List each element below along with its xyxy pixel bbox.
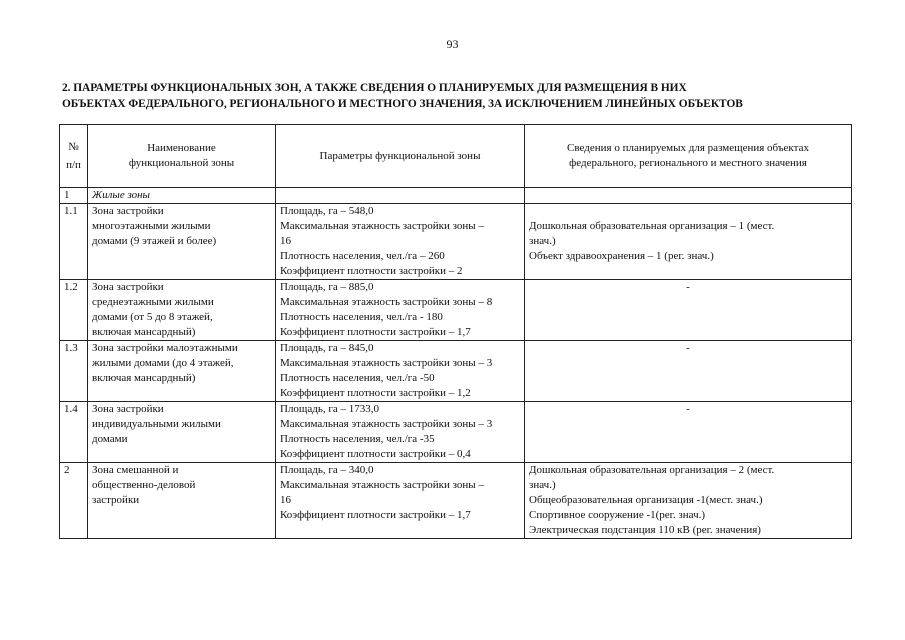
zone-name-line: Зона застройки (92, 205, 164, 217)
row-number: 1.3 (60, 341, 88, 402)
heading-line-1: 2. ПАРАМЕТРЫ ФУНКЦИОНАЛЬНЫХ ЗОН, А ТАКЖЕ СВЕДЕНИЯ О ПЛАНИРУЕМЫХ ДЛЯ РАЗМЕЩЕНИЯ В НИХ (62, 82, 687, 94)
object-line: Дошкольная образовательная организация – 1 (мест. (529, 220, 775, 232)
zone-params-cell (276, 402, 525, 463)
zone-name-line: включая мансардный) (92, 372, 196, 384)
zone-name-line: застройки (92, 494, 140, 506)
object-line: Дошкольная образовательная организация – 2 (мест. (529, 464, 775, 476)
zone-name-line: многоэтажными жилыми (92, 220, 211, 232)
zone-name-line: Зона застройки (92, 403, 164, 415)
zone-name-line: включая мансардный) (92, 326, 196, 338)
zone-name-line: среднеэтажными жилыми (92, 296, 214, 308)
header-number-line-1: № (68, 141, 79, 153)
zone-name-line: Зона застройки (92, 281, 164, 293)
table-row (60, 402, 852, 463)
object-line: знач.) (529, 235, 556, 247)
header-number (60, 125, 88, 188)
planned-objects-none: - (525, 341, 852, 402)
table-row (60, 341, 852, 402)
zone-params-cell (276, 204, 525, 280)
header-planned-objects-line-2: федерального, регионального и местного значения (569, 157, 807, 169)
table-row (60, 280, 852, 341)
param-line: 16 (280, 235, 291, 247)
zone-name-cell (88, 463, 276, 539)
section-row-residential (60, 188, 852, 204)
zone-name-line: Зона смешанной и (92, 464, 179, 476)
param-line: Площадь, га – 885,0 (280, 281, 374, 293)
zone-params-cell (276, 341, 525, 402)
heading-line-2: ОБЪЕКТАХ ФЕДЕРАЛЬНОГО, РЕГИОНАЛЬНОГО И МЕСТНОГО ЗНАЧЕНИЯ, ЗА ИСКЛЮЧЕНИЕМ ЛИНЕЙНЫХ ОБЪЕКТОВ (62, 98, 743, 110)
param-line: Плотность населения, чел./га -50 (280, 372, 435, 384)
planned-objects-cell (525, 463, 852, 539)
object-line: Спортивное сооружение -1(рег. знач.) (529, 509, 706, 521)
header-zone-name-line-2: функциональной зоны (128, 157, 235, 169)
functional-zones-table (59, 124, 852, 539)
zone-name-line: домами (92, 433, 128, 445)
param-line: Коэффициент плотности застройки – 1,2 (280, 387, 471, 399)
param-line: Площадь, га – 1733,0 (280, 403, 380, 415)
table-header-row (60, 125, 852, 188)
param-line: Плотность населения, чел./га - 180 (280, 311, 443, 323)
object-line: Электрическая подстанция 110 кВ (рег. значения) (529, 524, 761, 536)
row-number: 1.1 (60, 204, 88, 280)
zone-name-cell (88, 280, 276, 341)
object-line: знач.) (529, 479, 556, 491)
param-line: Площадь, га – 845,0 (280, 342, 374, 354)
table-row (60, 204, 852, 280)
zone-name-line: общественно-деловой (92, 479, 196, 491)
header-zone-params: Параметры функциональной зоны (276, 125, 525, 188)
zone-name-cell (88, 402, 276, 463)
param-line: Максимальная этажность застройки зоны – (280, 479, 484, 491)
header-planned-objects (525, 125, 852, 188)
planned-objects-cell (525, 204, 852, 280)
param-line: Коэффициент плотности застройки – 0,4 (280, 448, 471, 460)
planned-objects-none: - (525, 280, 852, 341)
zone-params-cell (276, 463, 525, 539)
row-number: 2 (60, 463, 88, 539)
param-line: 16 (280, 494, 291, 506)
section-empty-cell (276, 188, 525, 204)
zone-name-line: домами (от 5 до 8 этажей, (92, 311, 213, 323)
section-number: 1 (60, 188, 88, 204)
section-empty-cell (525, 188, 852, 204)
param-line: Плотность населения, чел./га -35 (280, 433, 435, 445)
row-number: 1.2 (60, 280, 88, 341)
zone-name-line: жилыми домами (до 4 этажей, (92, 357, 234, 369)
header-zone-name-line-1: Наименование (147, 142, 216, 154)
zone-name-cell (88, 204, 276, 280)
param-line: Коэффициент плотности застройки – 2 (280, 265, 463, 277)
param-line: Площадь, га – 340,0 (280, 464, 374, 476)
row-number: 1.4 (60, 402, 88, 463)
object-line: Общеобразовательная организация -1(мест. знач.) (529, 494, 763, 506)
zone-params-cell (276, 280, 525, 341)
header-planned-objects-line-1: Сведения о планируемых для размещения объектах (567, 142, 809, 154)
planned-objects-none: - (525, 402, 852, 463)
table-row (60, 463, 852, 539)
param-line: Плотность населения, чел./га – 260 (280, 250, 445, 262)
param-line: Максимальная этажность застройки зоны – (280, 220, 484, 232)
page-number: 93 (446, 37, 459, 51)
zone-name-line: индивидуальными жилыми (92, 418, 221, 430)
zone-name-cell (88, 341, 276, 402)
section-heading (62, 80, 862, 112)
header-number-line-2: п/п (66, 159, 81, 171)
param-line: Коэффициент плотности застройки – 1,7 (280, 509, 471, 521)
section-title: Жилые зоны (88, 188, 276, 204)
header-zone-name (88, 125, 276, 188)
param-line: Коэффициент плотности застройки – 1,7 (280, 326, 471, 338)
param-line: Максимальная этажность застройки зоны – 3 (280, 418, 493, 430)
zone-name-line: Зона застройки малоэтажными (92, 342, 238, 354)
param-line: Максимальная этажность застройки зоны – 8 (280, 296, 493, 308)
object-line: Объект здравоохранения – 1 (рег. знач.) (529, 250, 714, 262)
zone-name-line: домами (9 этажей и более) (92, 235, 217, 247)
param-line: Максимальная этажность застройки зоны – 3 (280, 357, 493, 369)
param-line: Площадь, га – 548,0 (280, 205, 374, 217)
